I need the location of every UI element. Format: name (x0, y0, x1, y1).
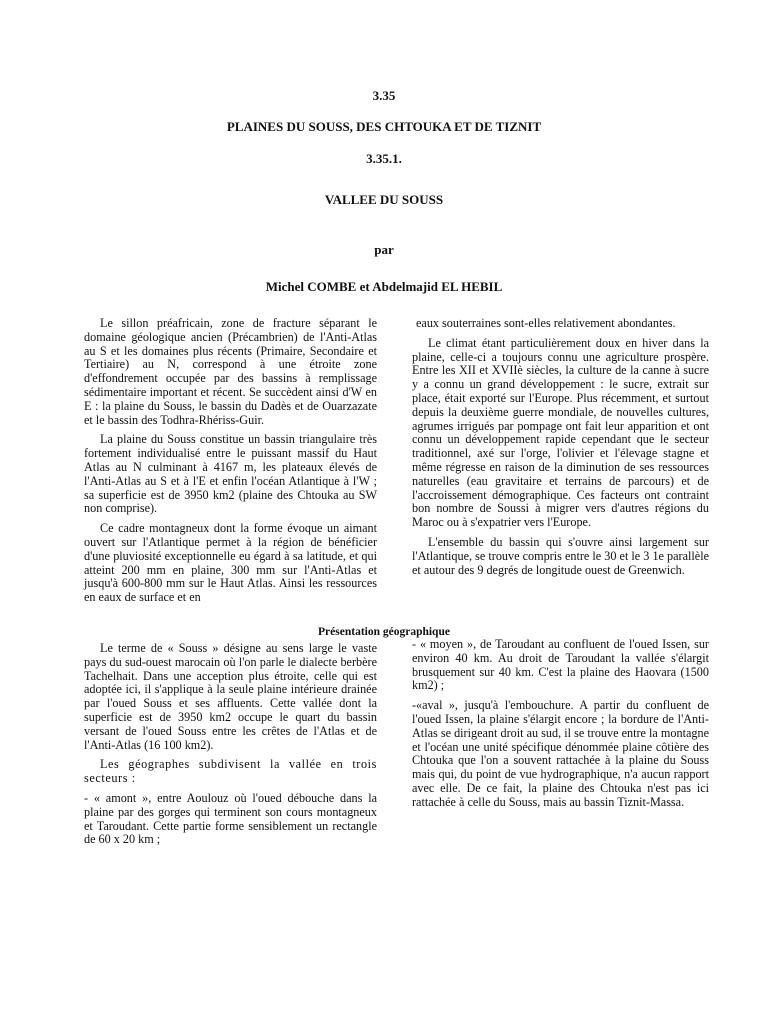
presentation-right-column (412, 638, 709, 810)
intro-paragraph-2: La plaine du Souss constitue un bassin triangulaire très fortement individualisé entre le puissant massif du Haut Atlas au N culminant à 4167 m, les plateaux élevés de l'Anti-Atlas au S et à l'E et enfin l'océan Atlantique à l'W ; sa superficie est de 3950 km2 (plaine des Chtouka au SW non comprise). (84, 432, 377, 516)
intro-left-column (84, 317, 377, 605)
by-label: par (374, 242, 394, 257)
authors: Michel COMBE et Abdelmajid EL HEBIL (265, 279, 503, 294)
subsection-number: 3.35.1. (366, 151, 402, 166)
presentation-paragraph-1: Le terme de « Souss » désigne au sens large le vaste pays du sud-ouest marocain où l'on parle le dialecte berbère Tachelhait. Dans une acception plus étroite, celle qui est adoptée ici, il s'applique à la seule plaine intérieure drainée par l'oued Souss et ses affluents. Cette vallée dont la superficie est de 3950 km2 occupe le quart du bassin versant de l'oued Souss entre les crêtes de l'Atlas et de l'Anti-Atlas (16 100 km2). (84, 641, 377, 752)
section-heading: Présentation géographique (318, 626, 450, 638)
section-number: 3.35 (372, 88, 396, 103)
document-title: PLAINES DU SOUSS, DES CHTOUKA ET DE TIZNIT (226, 119, 542, 134)
intro-paragraph-continued: eaux souterraines sont-elles relativement abondantes. (416, 316, 676, 330)
intro-paragraph-location: L'ensemble du bassin qui s'ouvre ainsi largement sur l'Atlantique, se trouve compris entre le 30 et le 3 1e parallèle et autour des 9 degrés de longitude ouest de Greenwich. (412, 534, 709, 577)
presentation-list-item-amont: - « amont », entre Aoulouz où l'oued débouche dans la plaine par des gorges qui terminent son cours montagneux et Taroudant. Cette partie forme sensiblement un rectangle de 60 x 20 km ; (84, 790, 377, 847)
presentation-list-item-moyen: - « moyen », de Taroudant au confluent de l'oued Issen, sur environ 40 km. Au droit de Taroudant la vallée s'élargit brusquement sur 40 km. C'est la plaine des Haovara (1500 km2) ; (412, 637, 709, 693)
intro-paragraph-climate: Le climat étant particulièrement doux en hiver dans la plaine, celle-ci a toujours connu une agriculture prospère. Entre les XII et XVIIè siècles, la culture de la canne à sucre y a connu un grand développement : le sucre, extrait sur place, était exporté sur l'Europe. Plus récemment, et surtout depuis la deuxième guerre mondiale, de nouvelles cultures, agrumes irrigués par pompage ont fait leur apparition et ont connu un développement rapide cependant que le secteur traditionnel, axé sur l'orge, l'olivier et l'élevage stagne et même régresse en raison de la diminution de ses ressources naturelles (eau gravitaire et terrains de parcours) et de l'accroissement démographique. Ces facteurs ont contraint bon nombre de Soussi à migrer vers d'autres régions du Maroc ou à s'expatrier vers l'Europe. (412, 335, 709, 530)
presentation-paragraph-2: Les géographes subdivisent la vallée en trois secteurs : (84, 757, 377, 786)
intro-right-column (412, 317, 709, 577)
presentation-left-column (84, 642, 377, 847)
presentation-list-item-aval: -«aval », jusqu'à l'embouchure. A partir du confluent de l'oued Issen, la plaine s'élargit encore ; la bordure de l'Anti-Atlas se dirigeant droit au sud, il se trouve entre la montagne et l'océan une unité spécifique dénommée plaine côtière des Chtouka que l'on a souvent rattachée à la plaine du Souss mais qui, du point de vue hydrographique, n'a aucun rapport avec elle. De ce fait, la plaine des Chtouka n'est pas ici rattachée à celle du Souss, mais au bassin Tiznit-Massa. (412, 698, 709, 809)
intro-paragraph-1: Le sillon préafricain, zone de fracture séparant le domaine géologique ancien (Précambrien) de l'Anti-Atlas au S et les domaines plus récents (Primaire, Secondaire et Tertiaire) au N, correspond à une étroite zone d'effondrement occupée par des bassins à remplissage sédimentaire important et récent. Se succèdent ainsi d'W en E : la plaine du Souss, le bassin du Dadès et de Ouarzazate et le bassin des Todhra-Rhériss-Guir. (84, 316, 377, 427)
intro-paragraph-3: Ce cadre montagneux dont la forme évoque un aimant ouvert sur l'Atlantique permet à la région de bénéficier d'une pluviosité exceptionnelle eu égard à sa latitude, et qui atteint 200 mm en plaine, 300 mm sur l'Anti-Atlas et jusqu'à 600-800 mm sur le Haut Atlas. Ainsi les ressources en eaux de surface et en (84, 521, 377, 605)
subsection-title: VALLEE DU SOUSS (324, 192, 444, 207)
